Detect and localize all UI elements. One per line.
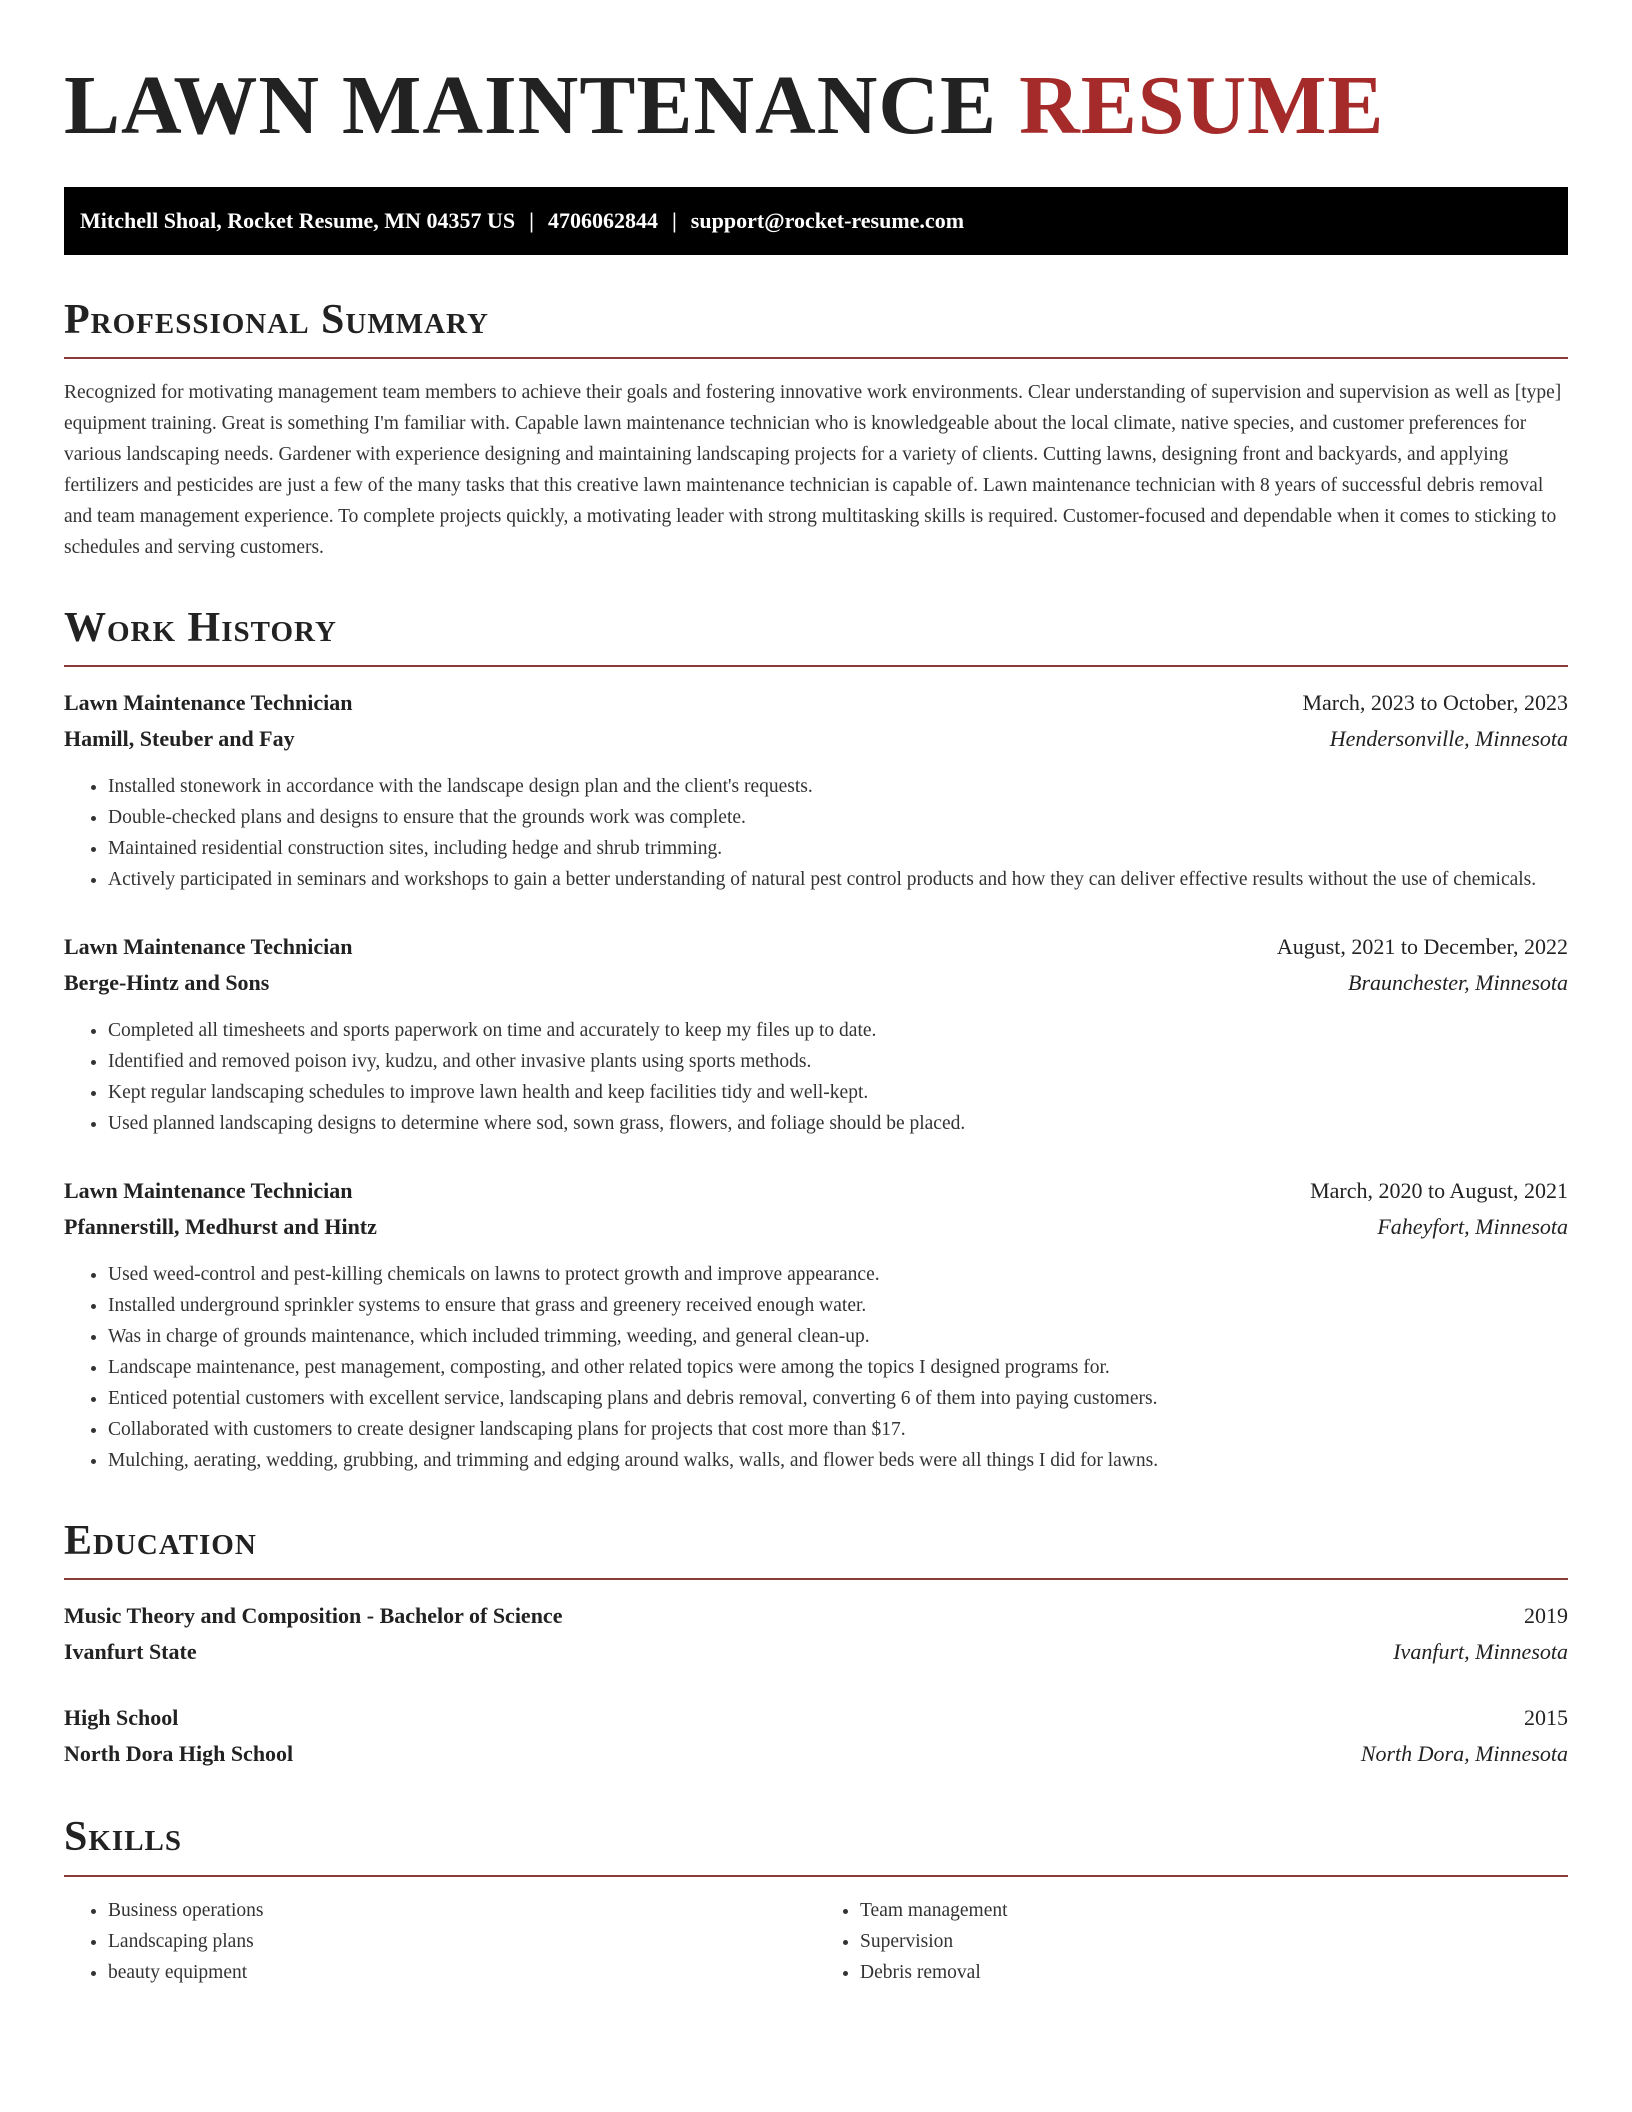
job-title: Lawn Maintenance Technician — [64, 690, 353, 716]
skill-item: • Supervision — [860, 1926, 1568, 1957]
education-degree: Music Theory and Composition - Bachelor of Science — [64, 1603, 563, 1629]
job-location: Braunchester, Minnesota — [1348, 970, 1568, 996]
job-bullet: • Double-checked plans and designs to ensure that the grounds work was complete. — [108, 802, 1568, 833]
skills-column-left — [64, 1895, 816, 1988]
work-history-heading: Work History — [64, 605, 1568, 667]
job-location: Faheyfort, Minnesota — [1377, 1214, 1568, 1240]
summary-text: Recognized for motivating management team members to achieve their goals and fostering innovative work environments. Clear understanding of supervision and supervision as well as [type] equipment training. Great is something I'm familiar with. Capable lawn maintenance technician who is knowledgeable about the local climate, native species, and customer preferences for various landscaping needs. Gardener with experience designing and maintaining landscaping projects for a variety of clients. Cutting lawns, designing front and backyards, and applying fertilizers and pesticides are just a few of the many tasks that this creative lawn maintenance technician is capable of. Lawn maintenance technician with 8 years of successful debris removal and team management experience. To complete projects quickly, a motivating leader with strong multitasking skills is required. Customer-focused and dependable when it comes to sticking to schedules and serving customers. — [64, 381, 1562, 558]
title-accent: RESUME — [1019, 59, 1385, 152]
job-entry — [64, 685, 1568, 895]
job-bullet: • Installed stonework in accordance with the landscape design plan and the client's requests. — [108, 771, 1568, 802]
job-company: Berge-Hintz and Sons — [64, 970, 270, 996]
job-entry — [64, 929, 1568, 1139]
job-bullets — [64, 771, 1568, 895]
skills-list — [64, 1895, 1568, 1988]
skill-item: • Debris removal — [860, 1957, 1568, 1988]
job-bullet: • Used weed-control and pest-killing chemicals on lawns to protect growth and improve appearance. — [108, 1259, 1568, 1290]
skill-item: • beauty equipment — [108, 1957, 816, 1988]
job-bullet: • Used planned landscaping designs to determine where sod, sown grass, flowers, and foliage should be placed. — [108, 1108, 1568, 1139]
job-dates: March, 2023 to October, 2023 — [1302, 690, 1568, 716]
education-school: North Dora High School — [64, 1741, 294, 1767]
skills-column-right — [816, 1895, 1568, 1988]
title-main: LAWN MAINTENANCE — [64, 59, 998, 152]
job-company: Pfannerstill, Medhurst and Hintz — [64, 1214, 377, 1240]
job-dates: August, 2021 to December, 2022 — [1276, 934, 1568, 960]
education-degree: High School — [64, 1705, 179, 1731]
job-title: Lawn Maintenance Technician — [64, 934, 353, 960]
contact-separator: | — [529, 207, 534, 233]
skill-item: • Landscaping plans — [108, 1926, 816, 1957]
job-bullet: • Mulching, aerating, wedding, grubbing, and trimming and edging around walks, walls, and flower beds were all things I did for lawns. — [108, 1445, 1568, 1476]
contact-email: support@rocket-resume.com — [690, 207, 965, 233]
job-title: Lawn Maintenance Technician — [64, 1178, 353, 1204]
job-bullet: • Collaborated with customers to create designer landscaping plans for projects that cost more than $17. — [108, 1414, 1568, 1445]
resume-title — [64, 0, 1568, 157]
education-entry — [64, 1700, 1568, 1772]
job-bullet: • Kept regular landscaping schedules to improve lawn health and keep facilities tidy and well-kept. — [108, 1077, 1568, 1108]
job-dates: March, 2020 to August, 2021 — [1310, 1178, 1568, 1204]
job-entry — [64, 1173, 1568, 1476]
skill-item: • Team management — [860, 1895, 1568, 1926]
job-bullet: • Was in charge of grounds maintenance, which included trimming, weeding, and general clean-up. — [108, 1321, 1568, 1352]
job-company: Hamill, Steuber and Fay — [64, 726, 295, 752]
job-bullet: • Identified and removed poison ivy, kudzu, and other invasive plants using sports methods. — [108, 1046, 1568, 1077]
contact-separator: | — [671, 207, 677, 233]
education-location: North Dora, Minnesota — [1360, 1741, 1568, 1767]
summary-heading: Professional Summary — [64, 297, 1568, 359]
job-bullet: • Maintained residential construction sites, including hedge and shrub trimming. — [108, 833, 1568, 864]
contact-address: Mitchell Shoal, Rocket Resume, MN 04357 US — [80, 207, 516, 233]
education-heading: Education — [64, 1518, 1568, 1580]
education-school: Ivanfurt State — [64, 1639, 197, 1665]
job-bullet: • Landscape maintenance, pest management, composting, and other related topics were among the topics I designed programs for. — [108, 1352, 1568, 1383]
job-bullets — [64, 1259, 1568, 1476]
job-bullet: • Completed all timesheets and sports paperwork on time and accurately to keep my files up to date. — [108, 1015, 1568, 1046]
education-year: 2015 — [1524, 1705, 1568, 1731]
education-year: 2019 — [1524, 1603, 1568, 1629]
skills-heading: Skills — [64, 1814, 1568, 1876]
education-entry — [64, 1598, 1568, 1670]
job-location: Hendersonville, Minnesota — [1329, 726, 1568, 752]
contact-bar — [64, 187, 1568, 255]
skill-item: • Business operations — [108, 1895, 816, 1926]
contact-phone: 4706062844 — [547, 207, 658, 233]
job-bullets — [64, 1015, 1568, 1139]
job-bullet: • Actively participated in seminars and workshops to gain a better understanding of natural pest control products and how they can deliver effective results without the use of chemicals. — [108, 864, 1568, 895]
job-bullet: • Enticed potential customers with excellent service, landscaping plans and debris removal, converting 6 of them into paying customers. — [108, 1383, 1568, 1414]
job-bullet: • Installed underground sprinkler systems to ensure that grass and greenery received enough water. — [108, 1290, 1568, 1321]
education-location: Ivanfurt, Minnesota — [1393, 1639, 1568, 1665]
